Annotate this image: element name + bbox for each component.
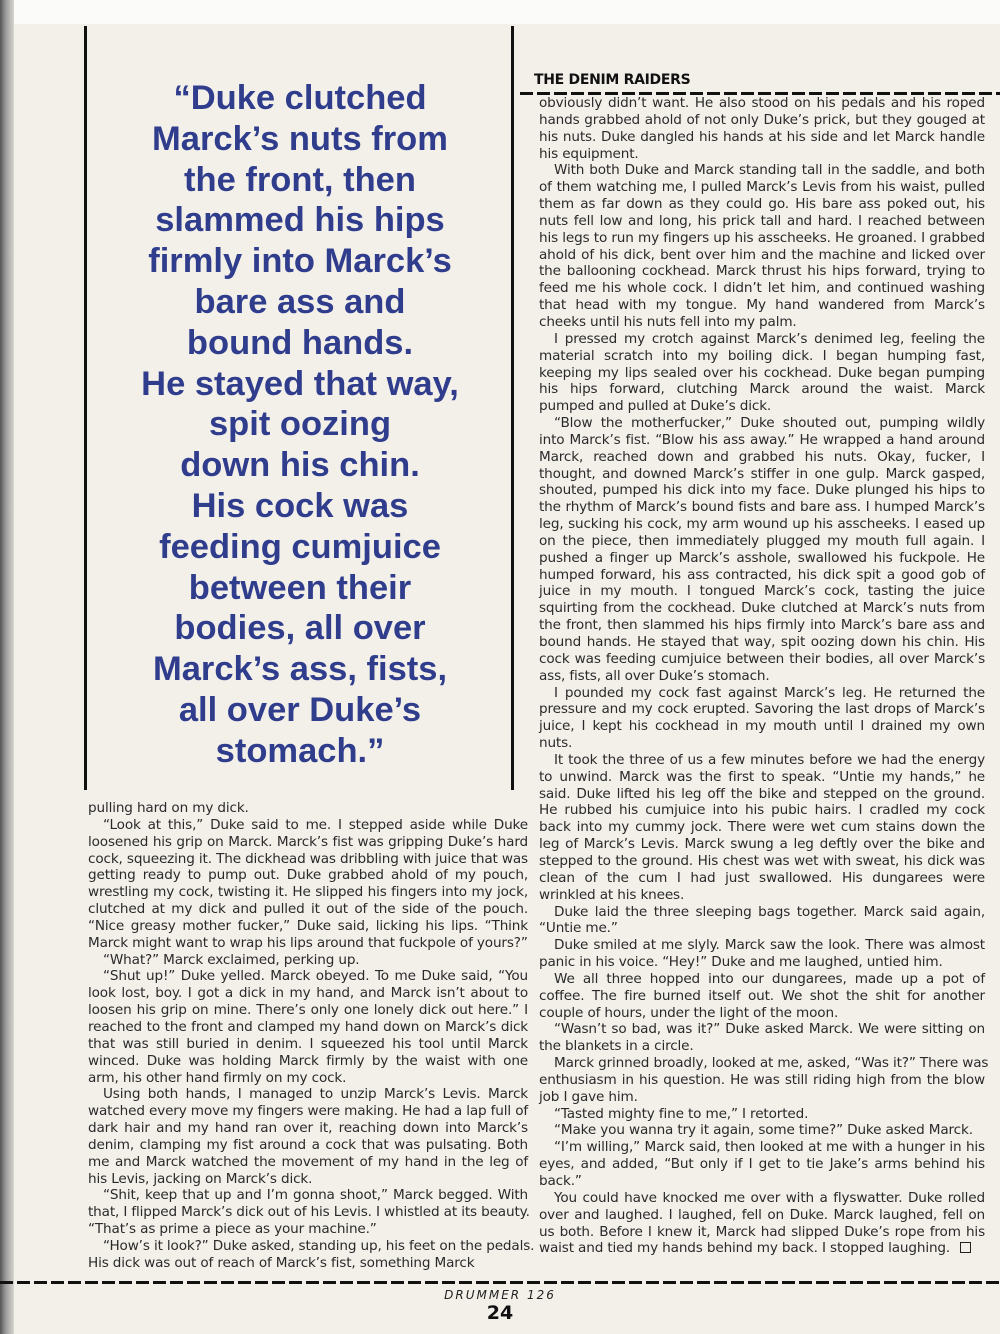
text-line: the ballooning cockhead. Marck thrust his hips forward, trying to [539,263,985,280]
text-line: denim, clamping my fist around a cock that was pulsating. Both [88,1136,528,1153]
paragraph [88,1237,535,1272]
paragraph [539,1106,985,1123]
text-line: hands grabbed ahold of not only Duke’s prick, but they gouged at [539,111,985,128]
text-line: “Shut up!” Duke yelled. Marck obeyed. To me Duke said, “You [103,968,528,985]
text-line: He rubbed his cumjuice into his pubic hairs. I cradled my cock [539,802,985,819]
text-line: arm, his other hand firmly on my cock. [88,1069,347,1086]
text-line: reached to the front and clamped my hand down on Marck’s dick [88,1018,528,1035]
pull-quote-line: His cock was [191,486,409,525]
text-line: “Tasted mighty fine to me,” I retorted. [554,1105,809,1122]
pull-quote-line: slammed his hips [155,201,445,240]
text-line: juice, I kept his cockhead in my mouth until I drained my own [539,718,985,735]
text-line: Duke laid the three sleeping bags together. Marck said again, [554,903,985,920]
text-line: winced. Duke was holding Marck firmly by the waist with one [88,1052,528,1069]
text-line: the rhythm of Marck’s bound fists and bare ass. I humped Marck’s [539,499,985,516]
text-line: “Shit, keep that up and I’m gonna shoot,” Marck begged. With [103,1187,528,1204]
text-line: back into my cummy jock. There were wet cum stains down the [539,819,985,836]
pull-quote-line: He stayed that way, [141,364,459,403]
text-line: the front, then slammed his hips firmly into Marck’s bare ass and [539,617,985,634]
pull-quote-line: Marck’s nuts from [152,119,448,158]
text-line: ahold of his dick, bent over him and the machine and licked over [539,246,985,263]
text-line: pushed a finger up Marck’s asshole, swallowed his fuckpole. He [539,549,985,566]
text-line: job I gave him. [539,1088,638,1105]
text-line: Duke smiled at me slyly. Marck saw the look. There was almost [554,937,985,954]
paragraph [539,331,985,415]
paragraph [88,1086,528,1187]
text-line: over and laughed. I laughed, fell on Duke. Marck laughed, fell on [539,1206,985,1223]
text-line: on the piece, then immediately plugged my mouth full again. I [539,532,985,549]
text-line: “Look at this,” Duke said to me. I stepped aside while Duke [103,816,528,833]
text-line: material scratch into my boiling dick. I began humping fast, [539,347,985,364]
text-line: bound hands. He stayed that way, spit oozing down his chin. His [539,634,985,650]
right-text-column [539,95,989,1257]
paragraph [88,800,528,817]
text-line: us both. Before I knew it, Marck had slipped Duke’s rope from his [539,1223,985,1240]
text-line: “Make you wanna try it again, some time?” Duke asked Marck. [554,1122,973,1139]
text-line: ass, fists, all over Duke’s stomach. [539,667,770,684]
paragraph [88,817,528,952]
text-line: squirting from the cockhead. Duke clutched at Marck’s nuts from [539,600,985,617]
pull-quote-line: stomach.” [215,731,385,770]
text-line: panic in his voice. “Hey!” Duke and me laughed, untied him. [539,954,943,971]
text-line: wrinkled at his knees. [539,886,685,903]
text-line: nuts. [539,735,573,752]
text-line: pressure and my cock erupted. Savoring the last drops of Marck’s [539,701,985,718]
text-line: pumped and pulled at Duke’s dick. [539,398,772,415]
text-line: juice in my mouth. I tongued Marck’s cock, tasting the juice [539,583,985,600]
text-line: eyes, and added, “But only if I get to tie Jake’s arms behind his [539,1156,985,1173]
pull-quote-line: spit oozing [208,405,392,444]
text-line: loosen his grip on mine. There’s only one lonely dick out here.” I [88,1002,528,1019]
text-line: “What?” Marck exclaimed, perking up. [103,951,360,968]
text-line: shouted, pumped his dick into my face. Duke plunged his hips to [539,482,985,499]
paragraph [539,685,985,752]
text-line: loosened his grip on Marck. Marck’s fist was gripping Duke’s hard [88,833,528,850]
text-line: stepped to the ground. His chest was wet with sweat, his dick was [539,852,985,869]
text-line: thought, and downed Marck’s stiffer in one gulp. Marck gasped, [539,465,985,482]
article-title: THE DENIM RAIDERS [534,72,691,88]
text-line: nuts fell low and long, his prick tall and hard. I reached between [539,212,985,229]
text-line: couple of hours, under the light of the moon. [539,1004,839,1021]
text-line: “How’s it look?” Duke asked, standing up, his feet on the pedals. [103,1237,535,1254]
pull-quote-line: between their [188,568,412,607]
text-line: His dick was out of reach of Marck’s fist, something Marck [88,1254,475,1271]
paragraph [539,971,985,1022]
text-line: look lost, boy. I got a dick in my hand, and Marck isn’t about to [88,985,528,1002]
paragraph [88,968,528,1086]
paragraph [539,1122,985,1139]
text-line: back.” [539,1173,582,1189]
text-line: his Levis, jacking on Marck’s dick. [88,1170,313,1187]
text-line: them as far down as they could go. His bare ass poked out, his [539,196,985,213]
text-line: You could have knocked me over with a flyswatter. Duke rolled [554,1189,985,1206]
text-line: leg, sucking his cock, my arm wound up his asscheeks. I eased up [539,516,985,533]
text-line: to unwind. Marck was the first to speak. “Untie my hands,” he [539,768,985,785]
text-line: We all three hopped into our dungarees, made up a pot of [554,970,985,987]
text-line: getting ready to pump out. Duke grabbed ahold of my pouch, [88,867,528,884]
text-line: obviously didn’t want. He also stood on his pedals and his roped [539,95,985,111]
text-line: I pressed my crotch against Marck’s denimed leg, feeling the [554,330,985,347]
text-line: cock, squeezing it. The dickhead was dribbling with juice that was [88,850,528,867]
text-line: Marck, reached down and grabbed his nuts. Okay, fucker, I [539,448,985,465]
text-line: feed me his whole cock. I didn’t let him, and continued washing [539,280,985,297]
text-line: “That’s as prime a piece as your machine.” [88,1221,377,1238]
paragraph [539,95,985,162]
text-line: cock was feeding cumjuice between their bodies, all over Marck’s [539,650,985,667]
pull-quote-line: feeding cumjuice [159,527,441,566]
pull-quote-line: bare ass and [194,282,406,321]
pull-quote [88,78,512,772]
pull-quote-line: Marck’s ass, fists, [152,650,448,689]
text-line: With both Duke and Marck standing tall in the saddle, and both [554,162,985,179]
text-line: his nuts. Duke dangled his hands at his side and let Marck handle [539,128,985,145]
text-line: “Nice greasy mother fucker,” Duke said, licking his lips. “Think [88,917,528,934]
text-line: keeping my lips sealed over his cockhead. Duke began pumping [539,364,985,381]
paragraph [539,752,985,904]
page-top-margin [14,0,1000,24]
page-number: 24 [486,1302,514,1324]
text-line: dark hair and my hand ran over it, reaching down into Marck’s [88,1120,528,1137]
paragraph [539,1055,989,1106]
text-line: that head with my tongue. My hand wandered from Marck’s [539,297,985,314]
text-line: waist and tied my hands behind my back. I stopped laughing. [539,1240,985,1257]
paragraph [88,1187,528,1238]
text-line: coffee. The fire burned itself out. We shot the shit for another [539,987,985,1004]
text-line: Marck grinned broadly, looked at me, asked, “Was it?” There was [554,1055,989,1072]
pull-quote-line: bodies, all over [174,609,426,648]
text-line: his legs to run my fingers up his asscheeks. He groaned. I grabbed [539,229,985,246]
text-line: clutched at my dick and pulled it out of the side of the pouch. [88,901,528,918]
end-of-story-mark [960,1242,971,1253]
footer-dashed-rule [0,1281,1000,1284]
publication-name: DRUMMER 126 [444,1288,556,1302]
left-text-column [88,800,535,1272]
text-line: cheeks until his nuts fell into my palm. [539,313,797,330]
text-line: “I’m willing,” Marck said, then looked at me with a hunger in his [554,1139,985,1156]
text-line: “Untie me.” [539,920,618,937]
text-line: humped forward, his ass contracted, his dick spit a good gob of [539,566,985,583]
pull-quote-line: the front, then [184,160,416,199]
text-line: enthusiasm in his question. He was still riding high from the blow [539,1071,985,1088]
text-line: Using both hands, I managed to unzip Marck’s Levis. Marck [103,1086,528,1103]
text-line: into Marck’s fist. “Blow his ass away.” He wrapped a hand around [539,431,985,448]
text-line: leg of Marck’s Levis. Marck swung a leg deftly over the bike and [539,836,985,853]
text-line: It took the three of us a few minutes before we had the energy [554,751,985,768]
paragraph [539,1190,985,1257]
paragraph [539,162,985,330]
pull-quote-line: bound hands. [186,323,414,362]
paragraph [539,415,985,685]
text-line: me and Marck watched the movement of my hand in the leg of [88,1153,528,1170]
pull-quote-line: all over Duke’s [178,690,422,729]
pull-quote-line: “Duke clutched [173,79,427,117]
text-line: the blankets in a circle. [539,1038,694,1055]
text-line: that was still buried in denim. I squeezed his tool until Marck [88,1035,528,1052]
text-line: his equipment. [539,145,639,162]
paragraph [539,937,985,971]
text-line: I pounded my cock fast against Marck’s leg. He returned the [554,684,985,701]
paragraph [539,1021,985,1055]
paragraph [539,904,985,938]
text-line: watched every move my fingers were making. He had a lap full of [88,1103,528,1120]
text-line: clean of the cum I had just swallowed. His dungarees were [539,869,985,886]
text-line: pulling hard on my dick. [88,800,249,816]
text-line: that, I flipped Marck’s dick out of his Levis. I whistled at its beauty. [88,1204,530,1221]
text-line: wrestling my cock, twisting it. He slipped his fingers into my jock, [88,884,528,901]
paragraph [88,952,528,969]
pull-quote-line: down his chin. [180,446,420,485]
text-line: said. Duke lifted his leg off the bike and stepped on the ground. [539,785,985,802]
text-line: “Wasn’t so bad, was it?” Duke asked Marck. We were sitting on [554,1021,985,1038]
pull-quote-line: firmly into Marck’s [148,242,452,281]
text-line: Marck might want to wrap his lips around that fuckpole of yours?” [88,934,528,951]
text-line: his hips forward, clutching Marck around the waist. Marck [539,381,985,398]
text-line: of them watching me, I pulled Marck’s Levis from his waist, pulled [539,179,985,196]
paragraph [539,1139,985,1190]
text-line: “Blow the motherfucker,” Duke shouted out, pumping wildly [554,415,985,432]
page-binding-edge [0,0,14,1334]
